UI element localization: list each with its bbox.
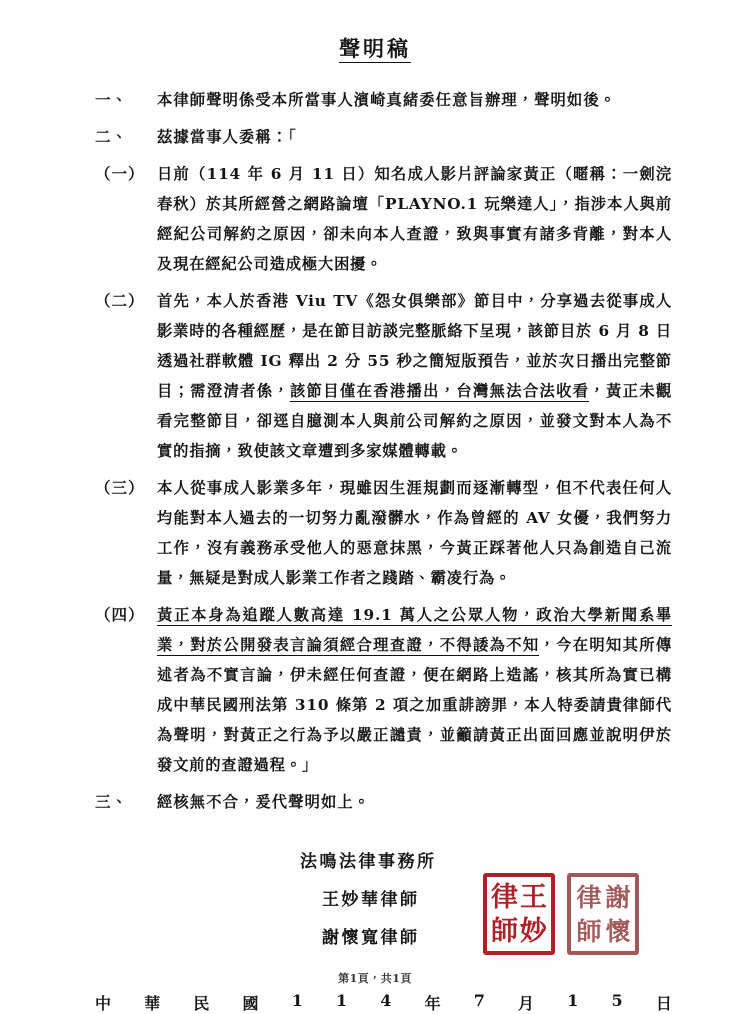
date-month-value: 7 — [473, 991, 485, 1010]
item-marker: （二） — [95, 291, 145, 310]
item-marker: 二、 — [95, 127, 129, 146]
seal-char: 謝 — [605, 882, 630, 912]
item-text: 經核無不合，爰代聲明如上。 — [157, 793, 371, 811]
item-marker: （四） — [95, 605, 145, 624]
date-line — [0, 991, 750, 1014]
item-text: 本律師聲明係受本所當事人濱崎真緒委任意旨辦理，聲明如後。 — [157, 91, 617, 109]
date-char: 國 — [242, 994, 259, 1013]
list-item — [95, 600, 672, 780]
seal-char: 王 — [520, 881, 547, 913]
law-firm-name: 法鳴法律事務所 — [300, 852, 437, 872]
date-char: 華 — [144, 994, 161, 1013]
date-year-digit: 1 — [291, 991, 303, 1010]
page-title — [0, 38, 750, 63]
seal-char: 妙 — [520, 915, 547, 947]
item-marker: （一） — [95, 164, 145, 183]
page-footer: 第1頁，共1頁 — [338, 972, 412, 985]
item-text: 本人從事成人影業多年，現雖因生涯規劃而逐漸轉型，但不代表任何人均能對本人過去的一切努力亂潑髒水，作為曾經的 AV 女優，我們努力工作，沒有義務承受他人的惡意抹黑，今黃正踩著他人只為創造自己流量，無疑是對成人影業工作者之踐踏、霸凌行為。 — [157, 479, 672, 587]
item-text-tail: ，今在明知其所傳述者為不實言論，伊未經任何查證，便在網路上造謠，核其所為實已構成中華民國刑法第 310 條第 2 項之加重誹謗罪，本人特委請貴律師代為聲明，對黃正之行為予以嚴正譴責，並籲請黃正出面回應並說明伊於發文前的查證過程。」 — [157, 636, 672, 774]
date-year-label: 年 — [424, 994, 441, 1013]
item-text — [157, 286, 672, 466]
date-month-label: 月 — [518, 994, 535, 1013]
date-day-digit: 1 — [567, 991, 579, 1010]
item-text: 茲據當事人委稱：「 — [157, 128, 297, 146]
lawyer-name-2: 謝懷寬律師 — [322, 928, 420, 948]
item-marker: 一、 — [95, 90, 129, 109]
list-item — [95, 286, 672, 466]
item-text-tail: ，黃正未觀看完整節目，卻逕自臆測本人與前公司解約之原因，並發文對本人為不實的指摘，致使該文章遭到多家媒體轉載。 — [157, 382, 672, 460]
list-item — [95, 159, 672, 279]
seal-char: 懷 — [605, 916, 630, 946]
item-text — [157, 600, 672, 780]
item-marker: 三、 — [95, 792, 129, 811]
item-text: 日前（114 年 6 月 11 日）知名成人影片評論家黃正（暱稱：一劍浣春秋）於其所經營之網路論壇「PLAYNO.1 玩樂達人」，指涉本人與前經紀公司解約之原因，卻未向本人查證，致與事實有諸多背離，對本人及現在經紀公司造成極大困擾。 — [157, 165, 672, 273]
emphasized-text: 該節目僅在香港播出，台灣無法合法收看 — [290, 382, 590, 400]
seal-group — [483, 873, 639, 955]
list-item — [95, 122, 672, 152]
item-marker: （三） — [95, 478, 145, 497]
item-text-lead: 首先，本人於香港 Viu TV《怨女俱樂部》節目中，分享過去從事成人影業時的各種經歷，是在節目訪談完整脈絡下呈現，該節目於 6 月 8 日透過社群軟體 IG 釋出 2 分 55 秒之簡短版預告，並於次日播出完整節目；需澄清者係， — [157, 292, 672, 400]
lawyer-name-1: 王妙華律師 — [322, 890, 420, 910]
date-char: 民 — [193, 994, 210, 1013]
list-item — [95, 85, 672, 115]
date-char: 中 — [95, 994, 112, 1013]
seal-char: 師 — [576, 916, 601, 946]
lawyer-seal-stamp-1 — [483, 873, 555, 955]
date-day-digit: 5 — [611, 991, 623, 1010]
date-year-digit: 4 — [380, 991, 392, 1010]
seal-char: 律 — [576, 882, 601, 912]
list-item — [95, 473, 672, 593]
emphasized-text: 黃正本身為追蹤人數高達 19.1 萬人之公眾人物，政治大學新聞系畢業，對於公開發表言論須經合理查證，不得諉為不知 — [157, 606, 672, 654]
seal-char: 師 — [491, 915, 518, 947]
seal-char: 律 — [491, 881, 518, 913]
list-item — [95, 787, 672, 817]
document-body — [0, 85, 750, 817]
date-year-digit: 1 — [335, 991, 348, 1010]
signature-block — [0, 843, 750, 957]
page-title-text: 聲明稿 — [339, 36, 411, 61]
date-day-label: 日 — [655, 994, 672, 1013]
lawyer-seal-stamp-2 — [567, 873, 639, 955]
